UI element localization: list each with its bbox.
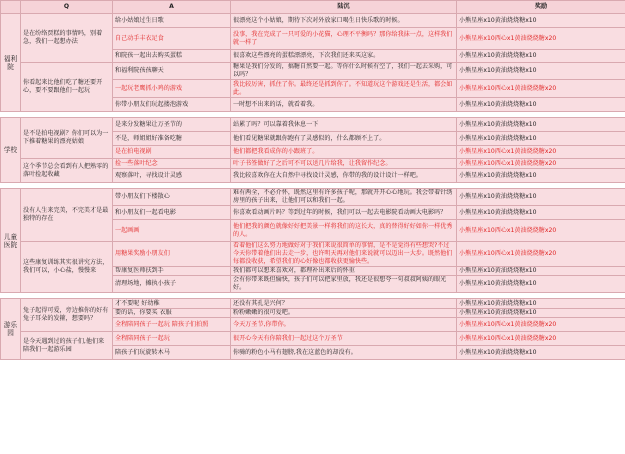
reward-cell: 小熊星座x10黄油烧烧糖x10 <box>457 346 625 360</box>
answer-cell: 要的话，你要买 衣服 <box>113 309 231 318</box>
response-cell: 难有两全，不必介怀，既然这里有许多孩子呢，那就开开心心地玩。我会带着针绣房里的孩子出来，让他们可以和我们一起。 <box>231 189 457 206</box>
question-cell: 没有人生来完美，不完美才是最独特的存在 <box>21 189 113 242</box>
answer-cell: 和小朋友们一起看电影 <box>113 206 231 220</box>
reward-cell: 小熊星座x10西心x1黄油烧烧糖x20 <box>457 28 625 50</box>
answer-cell: 陪孩子们玩旋转木马 <box>113 346 231 360</box>
reward-cell: 小熊星座x10西心x1黄油烧烧糖x20 <box>457 159 625 169</box>
table-row <box>1 159 625 169</box>
header-row <box>1 1 625 14</box>
reward-cell: 小熊星座x10西心x1黄油烧烧糖x20 <box>457 332 625 346</box>
question-cell: 这个季节总会看到有人把熟零的落叶捡起收藏 <box>21 159 113 183</box>
response-cell: 糖果是我们分发的，搞糖自然要一起。等你什么时候有空了，我们一起去采购，可以吗？ <box>231 63 457 80</box>
reward-cell: 小熊星座x10黄油烧烧糖x10 <box>457 98 625 112</box>
response-cell: 没事，我在完成了一只可爱的小花猫，心理不平衡吗？那你给我抹一点，这样我们就一样了 <box>231 28 457 50</box>
answer-cell: 用糖果奖励小朋友们 <box>113 242 231 267</box>
response-cell: 看着他们这么努力地做好对于我们来说很简单的事情，是不是觉得有些想哭?不过今天你带着他们出去走一步，也许明天再对他们来说就可以迈出一大步。既然他们每都没收获，希望我们的心好像也都收获更愉快些。 <box>231 242 457 267</box>
table-row <box>1 14 625 28</box>
reward-cell: 小熊星座x10黄油烧烧糖x10 <box>457 189 625 206</box>
response-cell: 站累了吗？可以靠着我休息一下 <box>231 118 457 132</box>
answer-cell: 带小朋友们下楼散心 <box>113 189 231 206</box>
response-cell: 我比较厉害，抓住了你。最终还是抓到你了。不知道玩这个游戏还是生活，都会如此。 <box>231 80 457 98</box>
reward-cell: 小熊星座x10黄油烧烧糖x10 <box>457 299 625 309</box>
reward-cell: 小熊星座x10黄油烧烧糖x10 <box>457 63 625 80</box>
reward-cell: 小熊星座x10黄油烧烧糖x10 <box>457 169 625 183</box>
response-cell: 我们都可以想来喜欢对，都理补出来后的怀重 <box>231 267 457 276</box>
answer-cell: 全程陪同孩子一起玩 <box>113 332 231 346</box>
response-cell: 很漂亮这个小姑娘，期待下次对外放家口喝生日快乐歌的时候。 <box>231 14 457 28</box>
table-row <box>1 118 625 132</box>
reward-cell: 小熊星座x10西心x1黄油烧烧糖x20 <box>457 80 625 98</box>
answer-cell: 你带小朋友们玩起搂泡游戏 <box>113 98 231 112</box>
reward-cell: 小熊星座x10西心x1黄油烧烧糖x20 <box>457 146 625 159</box>
response-cell: 他们看见糖果就跟你跑有了灵感似的，什么都顾不上了。 <box>231 132 457 146</box>
response-cell: 你骑的粉色小马有翅膀,我在这蓝色的却没有。 <box>231 346 457 360</box>
reward-cell: 小熊星座x10黄油烧烧糖x10 <box>457 267 625 276</box>
category-cell: 游乐园 <box>1 299 21 360</box>
answer-cell: 是在拍电视剧 <box>113 146 231 159</box>
response-cell: 你喜欢看动画片吗？等到过年的时候，我们可以一起去电影院看动画大电影吗？ <box>231 206 457 220</box>
answer-cell: 捡一些落叶纪念 <box>113 159 231 169</box>
response-cell: 我比较喜欢你在大自然中寻找设计灵感，你带的我的设计设计一样吧。 <box>231 169 457 183</box>
header-c: 陆沉 <box>231 1 457 14</box>
reward-cell: 小熊星座x10黄油烧烧糖x10 <box>457 276 625 293</box>
table-row <box>1 63 625 80</box>
answer-cell: 一起画画 <box>113 220 231 242</box>
reward-cell: 小熊星座x10西心x1黄油烧烧糖x20 <box>457 318 625 332</box>
table-row <box>1 299 625 309</box>
answer-cell: 给小姑娘过生日歌 <box>113 14 231 28</box>
category-cell: 福利院 <box>1 14 21 112</box>
response-cell: 粉粉嫩嫩的很可爱吧。 <box>231 309 457 318</box>
question-cell: 兔子起得可爱，旁边推你的好有兔子耳朵的发箍，想要吗？ <box>21 299 113 332</box>
response-cell: 他们都把我看成你的小跟班了。 <box>231 146 457 159</box>
answer-cell: 帮康复医师扶到手 <box>113 267 231 276</box>
category-cell: 儿童医院 <box>1 189 21 293</box>
reward-cell: 小熊星座x10黄油烧烧糖x10 <box>457 132 625 146</box>
answer-cell: 清理场地，摊执小孩子 <box>113 276 231 293</box>
reward-cell: 小熊星座x10西心x1黄油烧烧糖x20 <box>457 242 625 267</box>
response-cell: 会有你带来既但愉快，孩子们可以把家里放，我还是很想夸一句叔叔阿姨的眼光好。 <box>231 276 457 293</box>
table-row <box>1 332 625 346</box>
header-q: Q <box>21 1 113 14</box>
response-cell: 很开心今天有你陪我们一起过这个万圣节 <box>231 332 457 346</box>
reward-cell: 小熊星座x10黄油烧烧糖x10 <box>457 118 625 132</box>
answer-cell: 不是，师姐姐好准备吃糖 <box>113 132 231 146</box>
response-cell: 叶子书签做好了之后可不可以送几片给我，让我留作纪念。 <box>231 159 457 169</box>
header-cat <box>1 1 21 14</box>
response-cell: 一时想不出来的话，就看着我。 <box>231 98 457 112</box>
answer-cell: 才不要呢 好幼稚 <box>113 299 231 309</box>
table-row <box>1 242 625 267</box>
response-cell: 今天万圣节,你带你。 <box>231 318 457 332</box>
reward-cell: 小熊星座x10黄油烧烧糖x10 <box>457 206 625 220</box>
reward-cell: 小熊星座x10黄油烧烧糖x10 <box>457 309 625 318</box>
response-cell: 还没有其孔是兴何？ <box>231 299 457 309</box>
category-cell: 学校 <box>1 118 21 183</box>
answer-cell: 一起玩老鹰抓小鸡的游戏 <box>113 80 231 98</box>
reward-cell: 小熊星座x10西心x1黄油烧烧糖x20 <box>457 220 625 242</box>
reward-cell: 小熊星座x10黄油烧烧糖x10 <box>457 50 625 63</box>
question-cell: 是今天遇到过的孩子们,他们来陪我们一起游乐园 <box>21 332 113 360</box>
answer-cell: 全程陪同孩子一起玩 陪孩子们拍照 <box>113 318 231 332</box>
question-cell: 你看起来比他们吃了糖还要开心，要不要跟他们一起玩 <box>21 63 113 112</box>
question-cell: 是不是拍电视剧？你们可以为一下推着糖果的漂亮姑娘 <box>21 118 113 159</box>
reward-cell: 小熊星座x10黄油烧烧糖x10 <box>457 14 625 28</box>
answer-cell: 自己动手丰衣足食 <box>113 28 231 50</box>
header-a: A <box>113 1 231 14</box>
answer-cell: 观察落叶，寻找设计灵感 <box>113 169 231 183</box>
question-cell: 这些康复训练其实很讲究方法，我们可以，小心盐，慢慢来 <box>21 242 113 293</box>
answer-cell: 是来分发糖果让万圣节的 <box>113 118 231 132</box>
answer-cell: 和福利院孩孩聊天 <box>113 63 231 80</box>
answer-cell: 和院孩一起出去购买蛋糕 <box>113 50 231 63</box>
question-cell: 是在纷络贾糕的事情吗，别着急，我们一起想办法 <box>21 14 113 63</box>
table-row <box>1 189 625 206</box>
response-cell: 他们把我的颜色就像好好把美景一样将我们的这长大，真的替得好好如你一样优秀的人。 <box>231 220 457 242</box>
response-cell: 很喜欢这些漂亮的蛋糕漂漂亮，下次我们还来买这家。 <box>231 50 457 63</box>
header-d: 奖励 <box>457 1 625 14</box>
